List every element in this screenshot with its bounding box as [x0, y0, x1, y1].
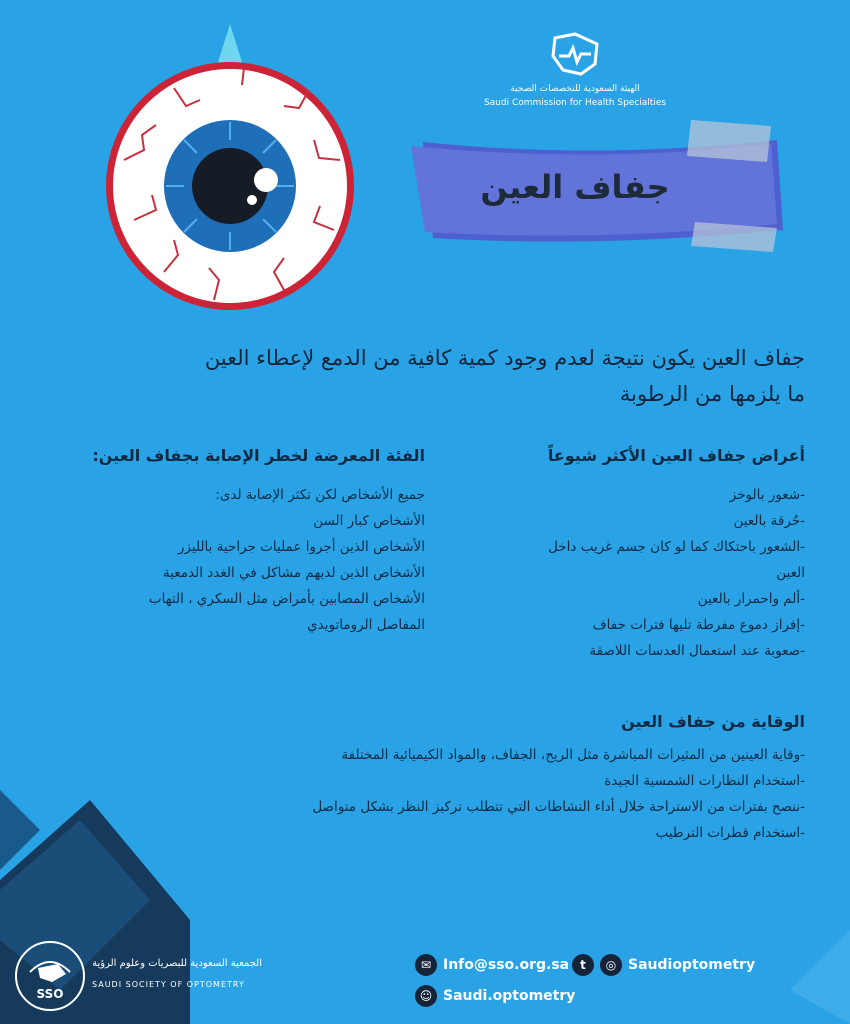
snapchat-contact[interactable] — [415, 985, 575, 1007]
list-item: -ألم واحمرار بالعين — [697, 591, 805, 607]
list-item: -شعور بالوخز — [729, 487, 805, 503]
intro-line: ما يلزمها من الرطوبة — [619, 382, 805, 406]
list-item: الأشخاص كبار السن — [313, 513, 425, 529]
list-item: -استخدام قطرات الترطيب — [655, 825, 805, 841]
eye-illustration — [94, 10, 366, 310]
list-item: -صعوبة عند استعمال العدسات اللاصقة — [589, 643, 805, 659]
list-item: العين — [776, 565, 805, 581]
list-item: -ننصح بفترات من الاستراحة خلال أداء النشاطات التي تتطلب تركيز النظر بشكل متواصل — [312, 799, 805, 815]
list-item: الأشخاص المصابين بأمراض مثل السكري ، التهاب — [148, 591, 425, 607]
intro-text — [40, 340, 805, 412]
email-icon: ✉ — [415, 954, 437, 976]
schs-logo-icon — [545, 30, 605, 78]
snapchat-handle[interactable]: Saudi.optometry — [443, 988, 576, 1004]
list-item: الأشخاص الذين لديهم مشاكل في الغدد الدمعية — [162, 565, 425, 581]
list-item: -حُرقة بالعين — [733, 513, 805, 529]
list-item: جميع الأشخاص لكن تكثر الإصابة لدى: — [215, 487, 425, 503]
email-text[interactable]: Info@sso.org.sa — [443, 957, 570, 973]
snapchat-icon: ☺ — [415, 985, 437, 1007]
list-item: -وقاية العينين من المثيرات المباشرة مثل الريح، الجفاف، والمواد الكيميائية المختلفة — [341, 747, 805, 763]
risk-group-title: الفئة المعرضة لخطر الإصابة بجفاف العين: — [92, 446, 425, 465]
schs-name-ar: الهيئة السعودية للتخصصات الصحية — [510, 84, 640, 94]
list-item: -الشعور باحتكاك كما لو كان جسم غريب داخل — [548, 539, 805, 555]
symptoms-title: أعراض جفاف العين الأكثر شيوعاً — [547, 446, 805, 465]
sso-logo-icon — [12, 938, 88, 1014]
sso-abbr: SSO — [36, 987, 64, 1001]
twitter-icon: t — [572, 954, 594, 976]
schs-name-en: Saudi Commission for Health Specialties — [483, 98, 667, 108]
list-item: الأشخاص الذين أجروا عمليات جراحية بالليزر — [177, 539, 425, 555]
risk-group-list — [30, 482, 425, 638]
email-contact[interactable] — [415, 954, 569, 976]
list-item: -إفراز دموع مفرطة تليها فترات جفاف — [592, 617, 805, 633]
page-title: جفاف العين — [480, 168, 670, 206]
instagram-icon: ◎ — [600, 954, 622, 976]
sso-name-ar: الجمعية السعودية للبصريات وعلوم الرؤية — [92, 958, 262, 969]
social-handle[interactable]: Saudioptometry — [628, 957, 756, 973]
prevention-title: الوقاية من جفاف العين — [621, 712, 805, 731]
list-item: -استخدام النظارات الشمسية الجيدة — [604, 773, 805, 789]
intro-line: جفاف العين يكون نتيجة لعدم وجود كمية كافية من الدمع لإعطاء العين — [204, 346, 805, 370]
sso-name-en: SAUDI SOCIETY OF OPTOMETRY — [92, 980, 245, 989]
social-contact[interactable] — [572, 954, 755, 976]
symptoms-list — [445, 482, 805, 664]
list-item: المفاصل الروماتويدي — [307, 617, 425, 633]
corner-decoration-right — [770, 930, 850, 1024]
